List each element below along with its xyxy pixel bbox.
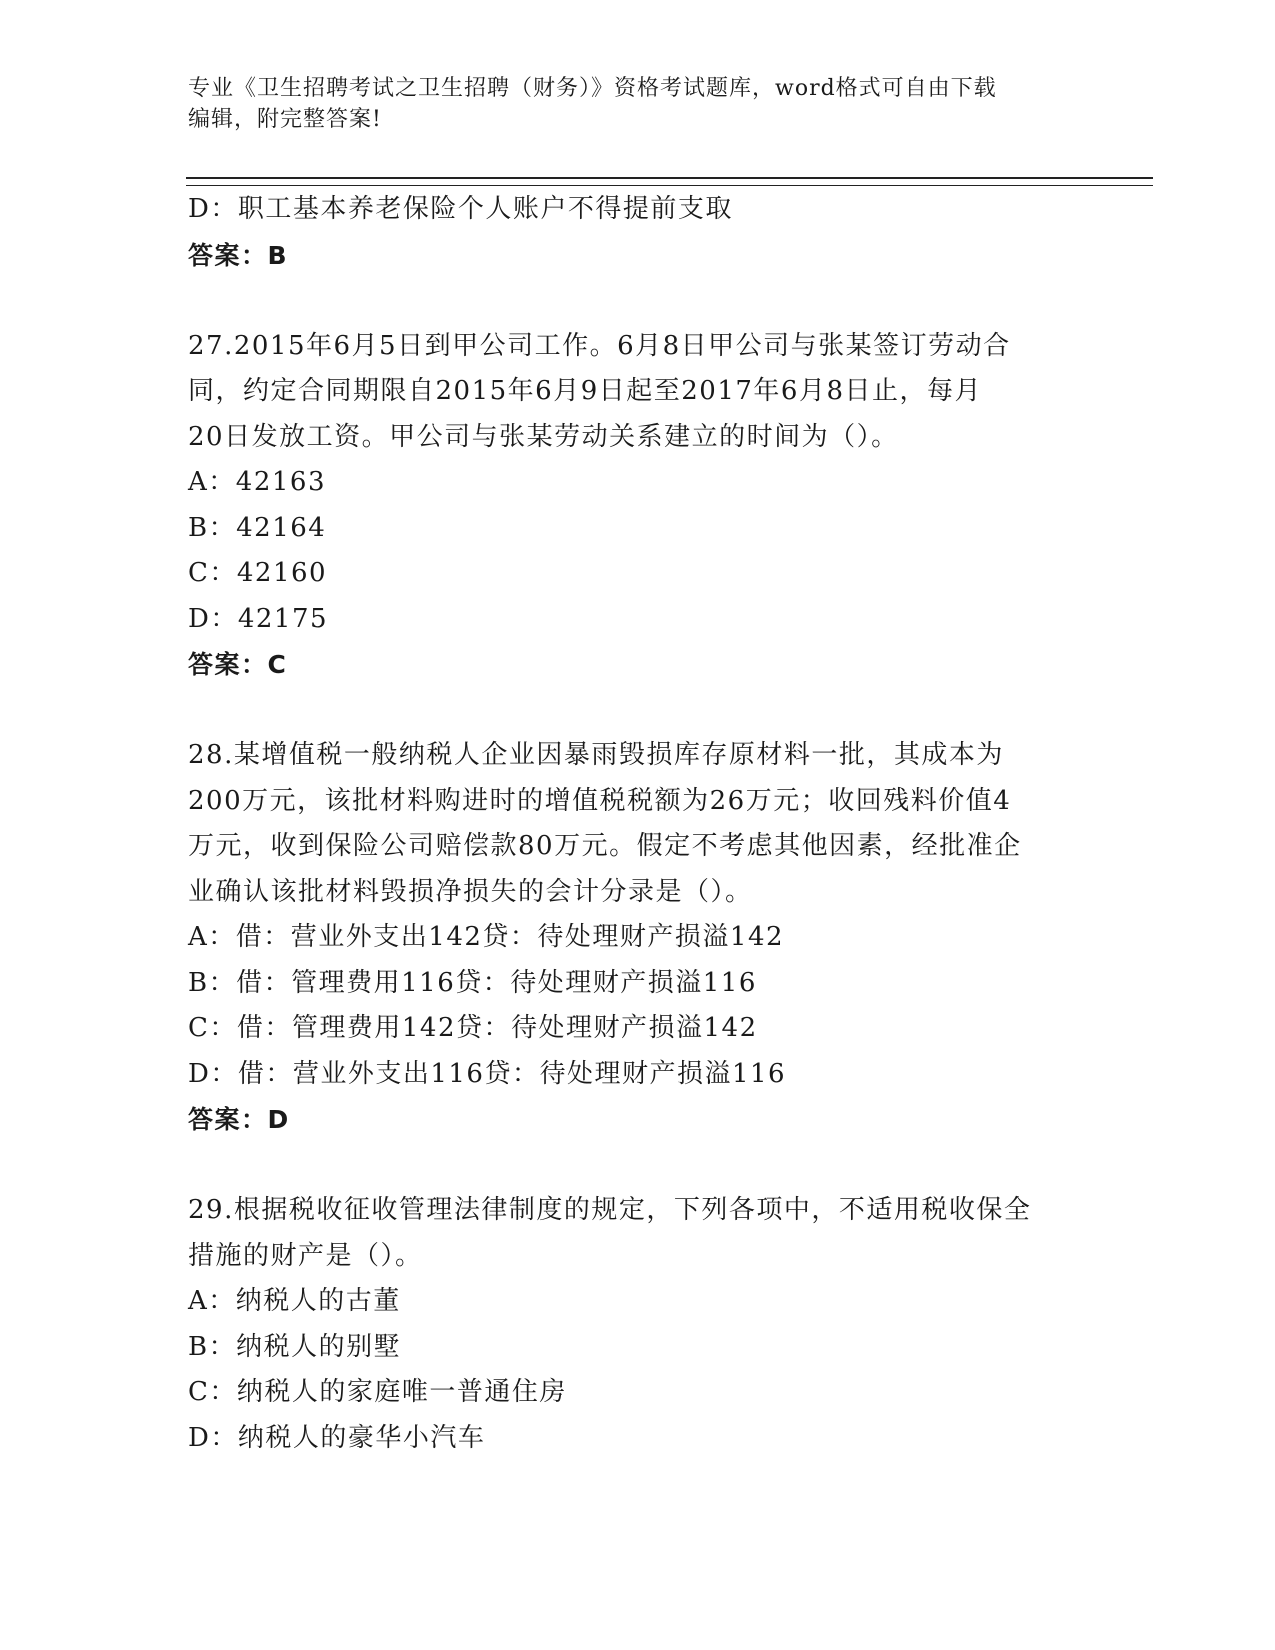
question-29-option-d: D：纳税人的豪华小汽车 <box>188 1422 486 1453</box>
question-29-text-1: 29.根据税收征收管理法律制度的规定，下列各项中，不适用税收保全 <box>188 1195 1032 1225</box>
document-body <box>188 187 1088 1461</box>
question-28-answer: 答案：D <box>188 1105 290 1134</box>
question-29-option-a: A：纳税人的古董 <box>188 1286 401 1316</box>
spacer <box>188 688 1088 734</box>
question-27-text-2: 同，约定合同期限自2015年6月9日起至2017年6月8日止，每月 <box>188 376 983 406</box>
question-27-option-c: C：42160 <box>188 558 328 588</box>
question-29-text-2: 措施的财产是（）。 <box>188 1240 423 1271</box>
question-28 <box>188 733 1088 1143</box>
page-header <box>188 73 1088 135</box>
question-28-text-3: 万元，收到保险公司赔偿款80万元。假定不考虑其他因素，经批准企 <box>188 831 1022 861</box>
prev-option-d: D：职工基本养老保险个人账户不得提前支取 <box>188 194 733 224</box>
question-29-option-b: B：纳税人的别墅 <box>188 1331 402 1362</box>
question-29 <box>188 1188 1088 1461</box>
question-29-option-c: C：纳税人的家庭唯一普通住房 <box>188 1377 567 1407</box>
question-28-text-4: 业确认该批材料毁损净损失的会计分录是（）。 <box>188 876 753 907</box>
question-27-text-3: 20日发放工资。甲公司与张某劳动关系建立的时间为（）。 <box>188 421 899 452</box>
question-27-answer: 答案：C <box>188 650 288 679</box>
question-28-option-d: D：借：营业外支出116贷：待处理财产损溢116 <box>188 1058 787 1089</box>
question-28-text-1: 28.某增值税一般纳税人企业因暴雨毁损库存原材料一批，其成本为 <box>188 740 1004 770</box>
header-line-2: 编辑，附完整答案! <box>188 107 382 132</box>
question-28-option-b: B：借：管理费用116贷：待处理财产损溢116 <box>188 967 757 998</box>
question-27-option-a: A：42163 <box>188 467 326 497</box>
question-28-text-2: 200万元，该批材料购进时的增值税税额为26万元；收回残料价值4 <box>188 785 1012 816</box>
header-line-1: 专业《卫生招聘考试之卫生招聘（财务）》资格考试题库，word格式可自由下载 <box>188 76 997 101</box>
header-divider <box>186 177 1153 186</box>
question-27-option-d: D：42175 <box>188 603 329 634</box>
question-28-option-a: A：借：营业外支出142贷：待处理财产损溢142 <box>188 922 785 952</box>
question-28-option-c: C：借：管理费用142贷：待处理财产损溢142 <box>188 1013 758 1043</box>
prev-answer: 答案：B <box>188 240 289 270</box>
spacer <box>188 278 1088 324</box>
spacer <box>188 1143 1088 1189</box>
question-27 <box>188 324 1088 688</box>
question-27-text-1: 27.2015年6月5日到甲公司工作。6月8日甲公司与张某签订劳动合 <box>188 330 1011 361</box>
question-27-option-b: B：42164 <box>188 512 327 543</box>
